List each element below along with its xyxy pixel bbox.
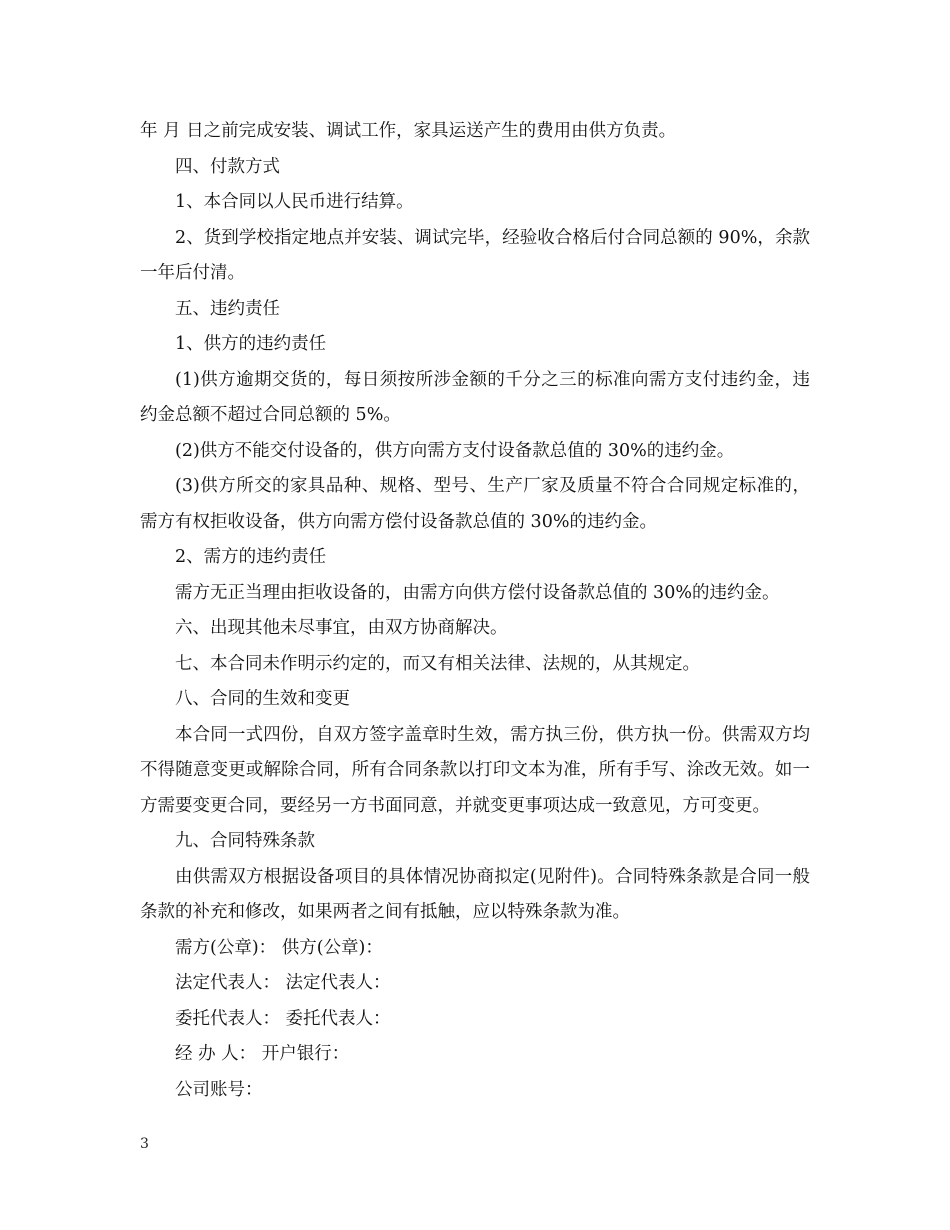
- paragraph: 法定代表人： 法定代表人：: [175, 973, 391, 993]
- page-number: 3: [140, 1136, 149, 1152]
- paragraph: 经 办 人： 开户银行：: [175, 1044, 350, 1064]
- paragraph: 需方无正当理由拒收设备的，由需方向供方偿付设备款总值的 30%的违约金。: [175, 582, 780, 603]
- paragraph: 九、合同特殊条款: [175, 831, 315, 851]
- paragraph: 七、本合同未作明示约定的，而又有相关法律、法规的，从其规定。: [175, 653, 700, 674]
- paragraph: 1、供方的违约责任: [175, 334, 327, 354]
- paragraph: 四、付款方式: [175, 156, 280, 177]
- paragraph: 年 月 日之前完成安装、调试工作，家具运送产生的费用由供方负责。: [140, 121, 677, 141]
- paragraph: 2、需方的违约责任: [175, 547, 327, 567]
- paragraph: 需方(公章)： 供方(公章)：: [175, 937, 383, 958]
- paragraph: 六、出现其他未尽事宜，由双方协商解决。: [175, 618, 508, 638]
- paragraph: 1、本合同以人民币进行结算。: [175, 192, 414, 212]
- document-body: [140, 114, 810, 1108]
- paragraph: 八、合同的生效和变更: [175, 689, 350, 709]
- paragraph: 2、货到学校指定地点并安装、调试完毕，经验收合格后付合同总额的 90%，余款一年后付清。: [140, 227, 810, 283]
- paragraph: 五、违约责任: [175, 298, 280, 319]
- paragraph: (1)供方逾期交货的，每日须按所涉金额的千分之三的标准向需方支付违约金，违约金总额不超过合同总额的 5%。: [140, 369, 810, 425]
- paragraph: (2)供方不能交付设备的，供方向需方支付设备款总值的 30%的违约金。: [175, 440, 735, 461]
- paragraph: 委托代表人： 委托代表人：: [175, 1008, 391, 1029]
- paragraph: 公司账号：: [175, 1079, 263, 1100]
- paragraph: 本合同一式四份，自双方签字盖章时生效，需方执三份，供方执一份。供需双方均不得随意变更或解除合同，所有合同条款以打印文本为准，所有手写、涂改无效。如一方需要变更合同，要经另一方书面同意，并就变更事项达成一致意见，方可变更。: [140, 724, 810, 816]
- paragraph: 由供需双方根据设备项目的具体情况协商拟定(见附件)。合同特殊条款是合同一般条款的补充和修改，如果两者之间有抵触，应以特殊条款为准。: [140, 866, 810, 922]
- paragraph: (3)供方所交的家具品种、规格、型号、生产厂家及质量不符合合同规定标准的，需方有权拒收设备，供方向需方偿付设备款总值的 30%的违约金。: [140, 476, 810, 532]
